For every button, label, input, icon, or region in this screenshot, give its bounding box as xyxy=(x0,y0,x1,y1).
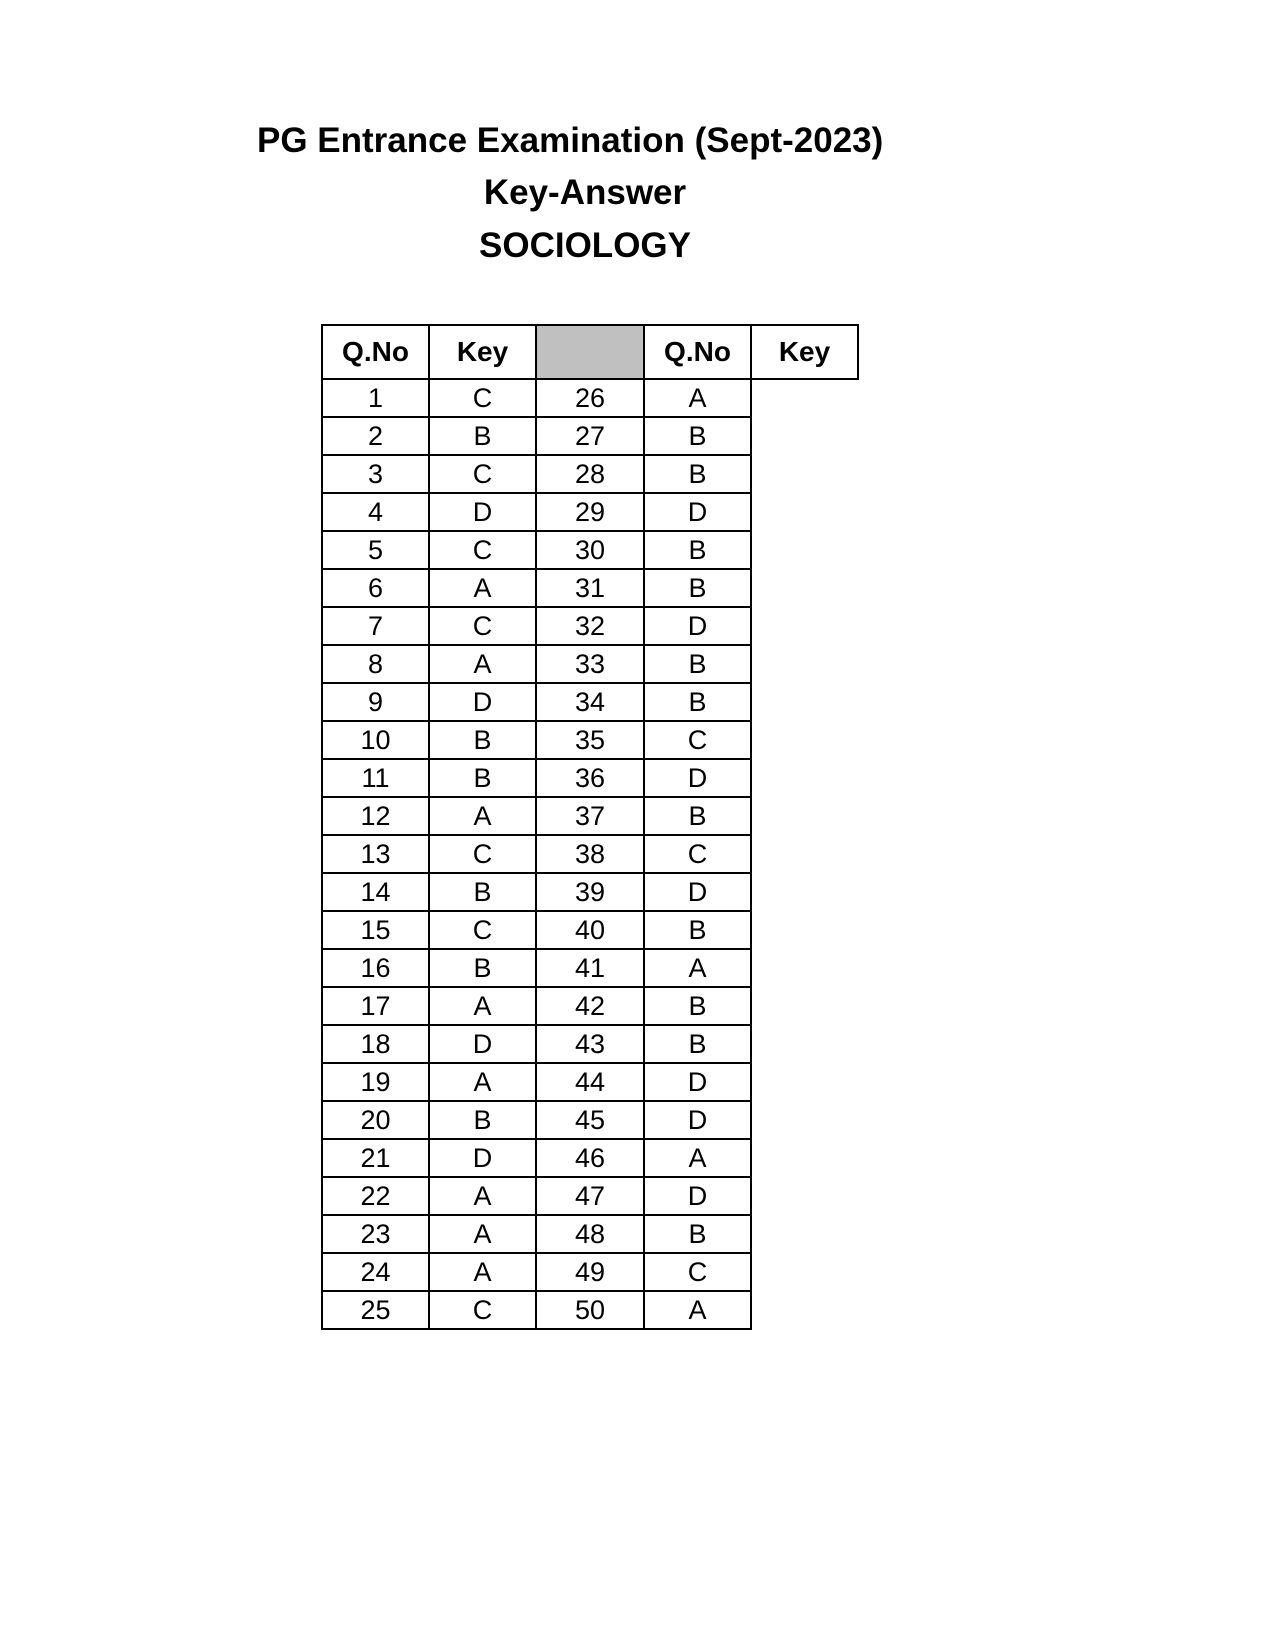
answer-key: D xyxy=(644,873,751,911)
answer-key: D xyxy=(429,683,536,721)
table-row xyxy=(322,417,858,455)
table-row xyxy=(322,569,858,607)
answer-key: B xyxy=(429,873,536,911)
question-number: 8 xyxy=(322,645,429,683)
question-number: 43 xyxy=(536,1025,644,1063)
question-number: 16 xyxy=(322,949,429,987)
answer-key: B xyxy=(644,645,751,683)
answer-rows xyxy=(322,379,858,1329)
answer-key: A xyxy=(429,1253,536,1291)
question-number: 18 xyxy=(322,1025,429,1063)
question-number: 40 xyxy=(536,911,644,949)
question-number: 15 xyxy=(322,911,429,949)
table-row xyxy=(322,1025,858,1063)
answer-key: A xyxy=(429,645,536,683)
table-header-row xyxy=(322,325,858,379)
question-number: 24 xyxy=(322,1253,429,1291)
table-row xyxy=(322,835,858,873)
question-number: 50 xyxy=(536,1291,644,1329)
question-number: 9 xyxy=(322,683,429,721)
answer-key: C xyxy=(429,607,536,645)
question-number: 6 xyxy=(322,569,429,607)
question-number: 23 xyxy=(322,1215,429,1253)
answer-key: B xyxy=(644,569,751,607)
question-number: 3 xyxy=(322,455,429,493)
column-header-qno-left: Q.No xyxy=(322,325,429,379)
table-row xyxy=(322,645,858,683)
question-number: 22 xyxy=(322,1177,429,1215)
question-number: 25 xyxy=(322,1291,429,1329)
answer-key: D xyxy=(429,493,536,531)
answer-key: D xyxy=(644,1177,751,1215)
answer-key: A xyxy=(429,569,536,607)
answer-key: D xyxy=(644,1063,751,1101)
answer-key: D xyxy=(644,759,751,797)
answer-key-table xyxy=(321,324,859,1330)
answer-key: B xyxy=(429,949,536,987)
table-row xyxy=(322,379,858,417)
question-number: 42 xyxy=(536,987,644,1025)
question-number: 12 xyxy=(322,797,429,835)
answer-key: D xyxy=(644,493,751,531)
table-row xyxy=(322,455,858,493)
question-number: 1 xyxy=(322,379,429,417)
question-number: 35 xyxy=(536,721,644,759)
answer-key: C xyxy=(429,531,536,569)
question-number: 49 xyxy=(536,1253,644,1291)
question-number: 26 xyxy=(536,379,644,417)
answer-key: A xyxy=(429,987,536,1025)
answer-key: C xyxy=(429,455,536,493)
table-row xyxy=(322,911,858,949)
table-row xyxy=(322,1063,858,1101)
exam-title: PG Entrance Examination (Sept-2023) xyxy=(257,121,884,160)
table-row xyxy=(322,493,858,531)
table-row xyxy=(322,1291,858,1329)
question-number: 2 xyxy=(322,417,429,455)
question-number: 34 xyxy=(536,683,644,721)
column-header-key-left: Key xyxy=(429,325,536,379)
question-number: 19 xyxy=(322,1063,429,1101)
column-header-key-right: Key xyxy=(751,325,858,379)
table-row xyxy=(322,607,858,645)
question-number: 30 xyxy=(536,531,644,569)
key-answer-heading: Key-Answer xyxy=(483,173,687,212)
answer-key: C xyxy=(429,1291,536,1329)
column-divider xyxy=(536,325,644,379)
table-row xyxy=(322,1215,858,1253)
table-row xyxy=(322,1101,858,1139)
question-number: 4 xyxy=(322,493,429,531)
question-number: 10 xyxy=(322,721,429,759)
question-number: 32 xyxy=(536,607,644,645)
question-number: 38 xyxy=(536,835,644,873)
answer-key: B xyxy=(644,455,751,493)
table-row xyxy=(322,721,858,759)
answer-key: A xyxy=(644,1139,751,1177)
answer-key: A xyxy=(644,949,751,987)
column-header-qno-right: Q.No xyxy=(644,325,751,379)
question-number: 29 xyxy=(536,493,644,531)
table-row xyxy=(322,797,858,835)
answer-key: B xyxy=(644,531,751,569)
answer-key: C xyxy=(644,721,751,759)
answer-key: A xyxy=(429,797,536,835)
answer-key: B xyxy=(644,987,751,1025)
question-number: 27 xyxy=(536,417,644,455)
question-number: 20 xyxy=(322,1101,429,1139)
question-number: 17 xyxy=(322,987,429,1025)
table-row xyxy=(322,759,858,797)
table-row xyxy=(322,1253,858,1291)
answer-key: B xyxy=(429,721,536,759)
question-number: 47 xyxy=(536,1177,644,1215)
answer-key: D xyxy=(644,1101,751,1139)
question-number: 41 xyxy=(536,949,644,987)
table-row xyxy=(322,683,858,721)
answer-key: B xyxy=(644,417,751,455)
answer-key: B xyxy=(644,911,751,949)
table-row xyxy=(322,949,858,987)
answer-key: D xyxy=(644,607,751,645)
answer-key: B xyxy=(644,797,751,835)
question-number: 5 xyxy=(322,531,429,569)
answer-key: C xyxy=(429,379,536,417)
question-number: 21 xyxy=(322,1139,429,1177)
question-number: 28 xyxy=(536,455,644,493)
answer-key: B xyxy=(644,1025,751,1063)
answer-key: C xyxy=(644,835,751,873)
subject-heading: SOCIOLOGY xyxy=(479,226,691,265)
question-number: 39 xyxy=(536,873,644,911)
table-row xyxy=(322,987,858,1025)
answer-key: C xyxy=(429,911,536,949)
answer-key: A xyxy=(429,1177,536,1215)
answer-key: D xyxy=(429,1025,536,1063)
answer-key: D xyxy=(429,1139,536,1177)
answer-key: A xyxy=(644,379,751,417)
table-row xyxy=(322,873,858,911)
question-number: 48 xyxy=(536,1215,644,1253)
question-number: 46 xyxy=(536,1139,644,1177)
question-number: 33 xyxy=(536,645,644,683)
question-number: 14 xyxy=(322,873,429,911)
question-number: 36 xyxy=(536,759,644,797)
answer-key: A xyxy=(429,1215,536,1253)
answer-key: B xyxy=(429,417,536,455)
question-number: 37 xyxy=(536,797,644,835)
answer-key: B xyxy=(644,683,751,721)
answer-key: B xyxy=(644,1215,751,1253)
table-row xyxy=(322,1177,858,1215)
table-row xyxy=(322,531,858,569)
answer-key: A xyxy=(429,1063,536,1101)
question-number: 31 xyxy=(536,569,644,607)
question-number: 45 xyxy=(536,1101,644,1139)
answer-key: A xyxy=(644,1291,751,1329)
table-row xyxy=(322,1139,858,1177)
answer-key: C xyxy=(644,1253,751,1291)
question-number: 13 xyxy=(322,835,429,873)
question-number: 44 xyxy=(536,1063,644,1101)
question-number: 7 xyxy=(322,607,429,645)
answer-key: C xyxy=(429,835,536,873)
answer-key: B xyxy=(429,1101,536,1139)
answer-key: B xyxy=(429,759,536,797)
question-number: 11 xyxy=(322,759,429,797)
